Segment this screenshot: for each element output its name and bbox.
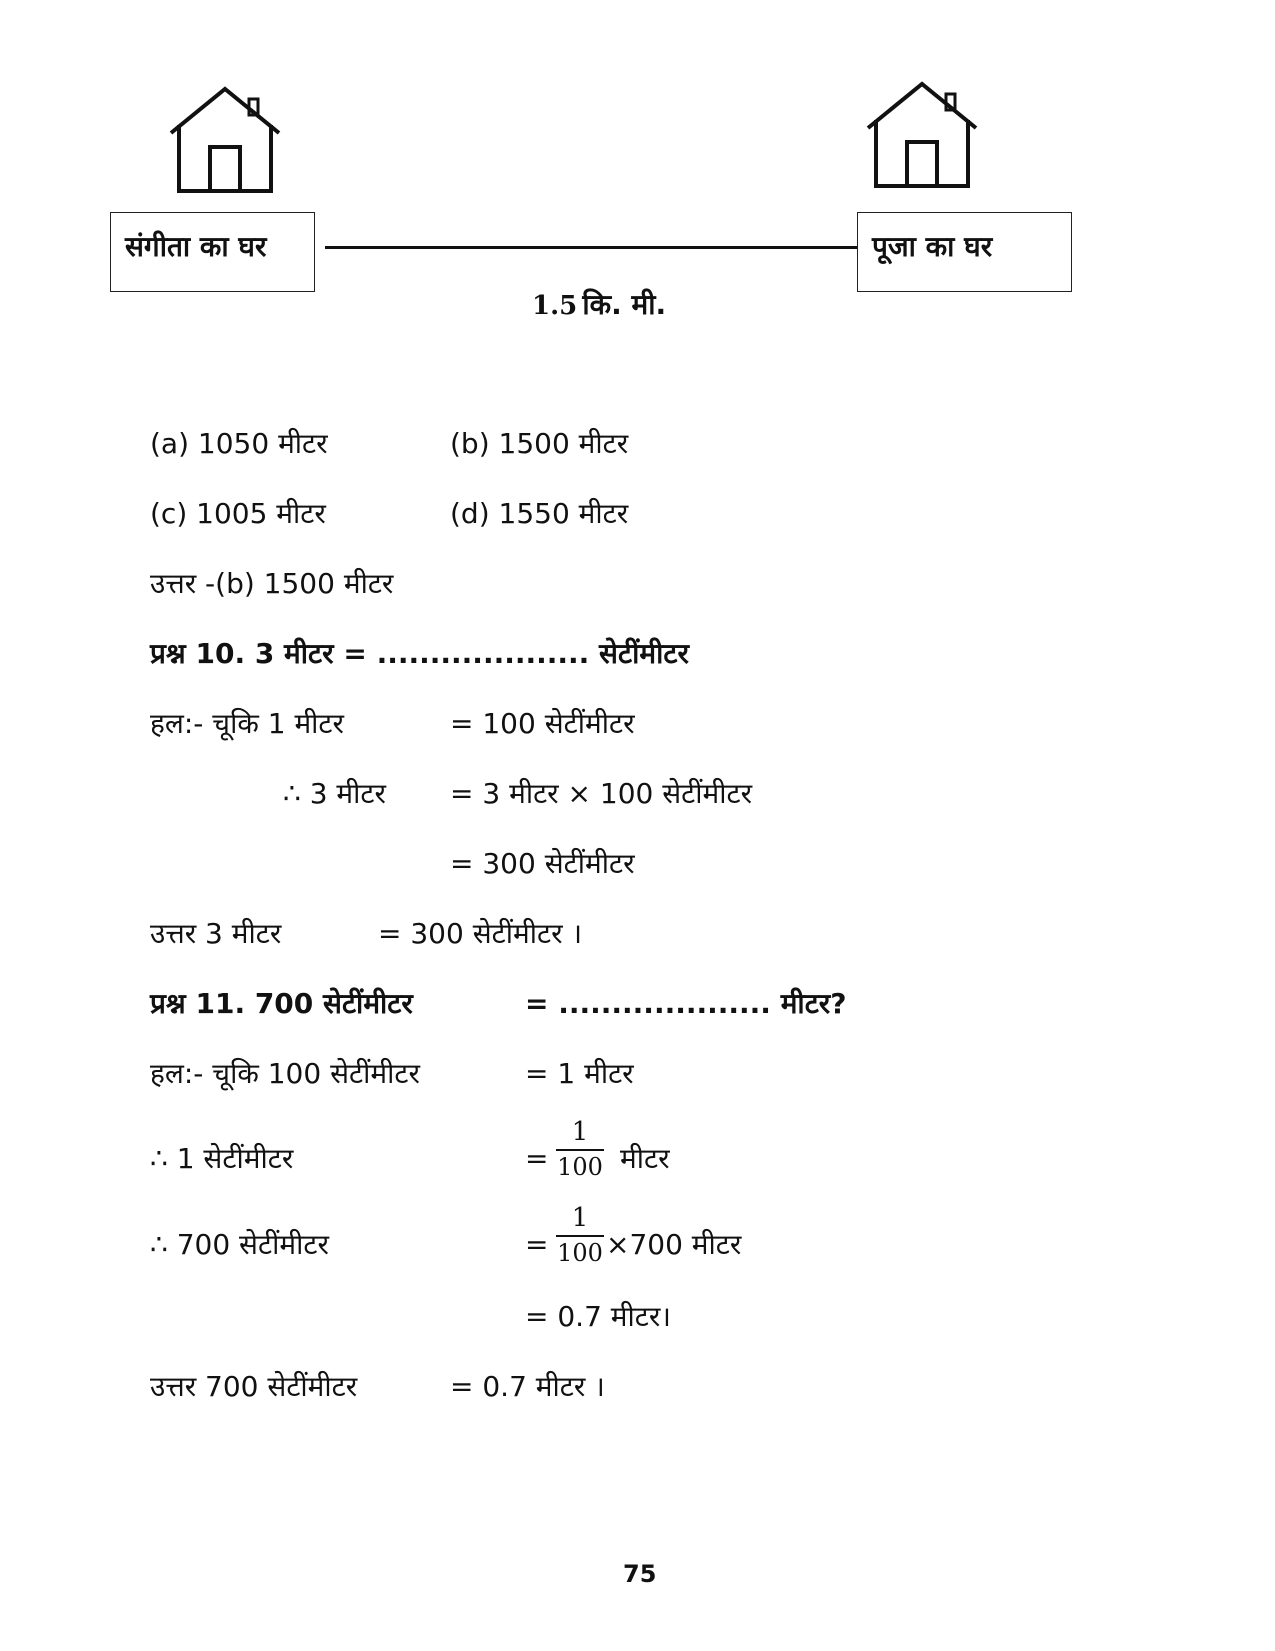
fraction-numerator: 1 [571,1203,589,1233]
q10-solution-line2-left: ∴ 3 मीटर [283,777,386,810]
q10-solution-line3-right: = 300 सेटींमीटर [450,847,635,880]
fraction-one-hundredth [552,1117,608,1181]
fraction-numerator: 1 [571,1117,589,1147]
fraction-one-hundredth-2 [552,1203,608,1267]
right-house-label: पूजा का घर [857,212,1072,292]
option-c: (c) 1005 मीटर [150,497,326,530]
option-a: (a) 1050 मीटर [150,427,328,460]
question-11-left: प्रश्न 11. 700 सेटींमीटर [150,987,413,1020]
distance-caption [532,288,666,322]
q11-line2-unit: मीटर [620,1142,670,1175]
q11-solution-line2-left: ∴ 1 सेटींमीटर [150,1142,294,1175]
options-answer: उत्तर -(b) 1500 मीटर [150,567,394,600]
question-11-right: = .................... मीटर? [525,987,847,1020]
fraction-denominator: 100 [557,1153,603,1181]
q11-solution-line1-left: हल:- चूकि 100 सेटींमीटर [150,1057,420,1090]
q11-line3-equals: = [525,1228,549,1261]
left-house-label: संगीता का घर [110,212,315,292]
question-10: प्रश्न 10. 3 मीटर = .................... सेटींमीटर [150,637,689,670]
distance-number: 1.5 [532,291,578,321]
q10-solution-line1-right: = 100 सेटींमीटर [450,707,635,740]
distance-unit: कि. मी. [582,288,667,321]
house-icon-left [165,85,285,195]
q10-answer-right: = 300 सेटींमीटर । [378,917,583,950]
q11-solution-line3-left: ∴ 700 सेटींमीटर [150,1228,329,1261]
option-b: (b) 1500 मीटर [450,427,629,460]
q11-solution-line4-right: = 0.7 मीटर। [525,1300,671,1333]
fraction-bar [556,1149,604,1151]
house-icon-right [862,80,982,190]
q11-answer-right: = 0.7 मीटर । [450,1370,605,1403]
q11-solution-line1-right: = 1 मीटर [525,1057,634,1090]
page-number: 75 [623,1560,657,1588]
q11-line3-multiplier: ×700 मीटर [606,1228,742,1261]
distance-line [325,246,858,249]
q10-answer-left: उत्तर 3 मीटर [150,917,282,950]
q11-line2-equals: = [525,1142,549,1175]
q11-answer-left: उत्तर 700 सेटींमीटर [150,1370,358,1403]
fraction-denominator: 100 [557,1239,603,1267]
option-d: (d) 1550 मीटर [450,497,629,530]
fraction-bar [556,1235,604,1237]
q10-solution-line1-left: हल:- चूकि 1 मीटर [150,707,345,740]
q10-solution-line2-right: = 3 मीटर × 100 सेटींमीटर [450,777,753,810]
